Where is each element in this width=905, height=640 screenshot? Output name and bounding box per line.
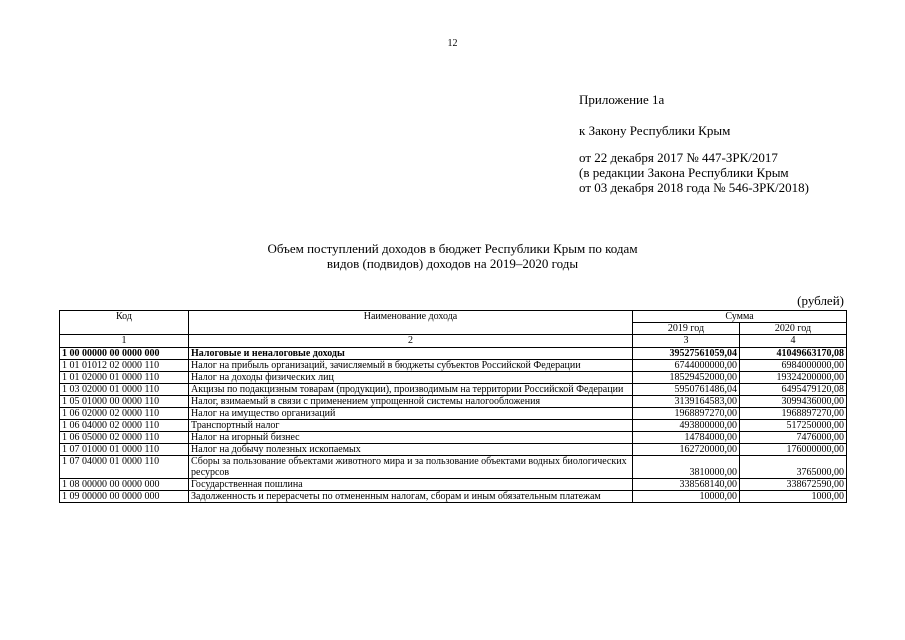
row-amount-2019: 10000,00	[633, 491, 740, 503]
row-amount-2020: 7476000,00	[740, 432, 847, 444]
header-code: Код	[60, 311, 189, 335]
column-number: 1	[60, 335, 189, 348]
appendix-header	[579, 92, 809, 195]
table-row	[60, 432, 847, 444]
row-name: Задолженность и перерасчеты по отмененным налогам, сборам и иным обязательным платежам	[189, 491, 633, 503]
row-amount-2019: 6744000000,00	[633, 360, 740, 372]
document-title-line-2: видов (подвидов) доходов на 2019–2020 годы	[326, 256, 579, 271]
table-row	[60, 444, 847, 456]
page-number: 12	[447, 38, 458, 49]
column-number: 4	[740, 335, 847, 348]
row-code: 1 00 00000 00 0000 000	[60, 348, 189, 360]
header-year-2019: 2019 год	[633, 323, 740, 335]
header-sum: Сумма	[633, 311, 847, 323]
row-name: Транспортный налог	[189, 420, 633, 432]
appendix-edition-line-2: от 03 декабря 2018 года № 546-ЗРК/2018)	[579, 180, 809, 195]
row-name: Сборы за пользование объектами животного мира и за пользование объектами водных биологических ресурсов	[189, 456, 633, 479]
row-name: Налоговые и неналоговые доходы	[189, 348, 633, 360]
row-name: Налог на доходы физических лиц	[189, 372, 633, 384]
row-amount-2020: 19324200000,00	[740, 372, 847, 384]
row-code: 1 03 02000 01 0000 110	[60, 384, 189, 396]
row-amount-2020: 1000,00	[740, 491, 847, 503]
row-amount-2020: 176000000,00	[740, 444, 847, 456]
row-amount-2020: 6984000000,00	[740, 360, 847, 372]
row-amount-2020: 1968897270,00	[740, 408, 847, 420]
row-amount-2020: 338672590,00	[740, 479, 847, 491]
row-amount-2019: 18529452000,00	[633, 372, 740, 384]
document-title	[0, 241, 905, 271]
row-code: 1 06 05000 02 0000 110	[60, 432, 189, 444]
row-amount-2019: 1968897270,00	[633, 408, 740, 420]
row-amount-2019: 3139164583,00	[633, 396, 740, 408]
appendix-date-line: от 22 декабря 2017 № 447-ЗРК/2017	[579, 150, 778, 165]
row-amount-2020: 3765000,00	[740, 456, 847, 479]
revenue-table	[59, 310, 847, 503]
row-amount-2020: 3099436000,00	[740, 396, 847, 408]
table-row	[60, 479, 847, 491]
table-row	[60, 360, 847, 372]
appendix-law-ref: к Закону Республики Крым	[579, 123, 731, 138]
row-name: Налог на имущество организаций	[189, 408, 633, 420]
row-amount-2020: 517250000,00	[740, 420, 847, 432]
header-name: Наименование дохода	[189, 311, 633, 335]
table-row	[60, 408, 847, 420]
appendix-edition-line-1: (в редакции Закона Республики Крым	[579, 165, 789, 180]
column-numbers-row	[60, 335, 847, 348]
row-amount-2019: 3810000,00	[633, 456, 740, 479]
row-code: 1 01 02000 01 0000 110	[60, 372, 189, 384]
row-code: 1 09 00000 00 0000 000	[60, 491, 189, 503]
row-name: Налог на прибыль организаций, зачисляемый в бюджеты субъектов Российской Федерации	[189, 360, 633, 372]
row-amount-2019: 39527561059,04	[633, 348, 740, 360]
column-number: 2	[189, 335, 633, 348]
row-code: 1 07 01000 01 0000 110	[60, 444, 189, 456]
row-amount-2019: 5950761486,04	[633, 384, 740, 396]
row-code: 1 01 01012 02 0000 110	[60, 360, 189, 372]
row-name: Государственная пошлина	[189, 479, 633, 491]
column-number: 3	[633, 335, 740, 348]
row-amount-2019: 162720000,00	[633, 444, 740, 456]
row-amount-2020: 6495479120,08	[740, 384, 847, 396]
appendix-title: Приложение 1а	[579, 92, 665, 107]
row-amount-2019: 338568140,00	[633, 479, 740, 491]
row-code: 1 07 04000 01 0000 110	[60, 456, 189, 479]
row-name: Акцизы по подакцизным товарам (продукции), производимым на территории Российской Федерации	[189, 384, 633, 396]
table-row	[60, 372, 847, 384]
header-row	[60, 311, 847, 323]
document-title-line-1: Объем поступлений доходов в бюджет Республики Крым по кодам	[267, 241, 638, 256]
table-row	[60, 384, 847, 396]
units-label: (рублей)	[797, 293, 844, 308]
row-code: 1 06 02000 02 0000 110	[60, 408, 189, 420]
table-row	[60, 348, 847, 360]
row-name: Налог, взимаемый в связи с применением упрощенной системы налогообложения	[189, 396, 633, 408]
table-row	[60, 396, 847, 408]
row-code: 1 08 00000 00 0000 000	[60, 479, 189, 491]
row-code: 1 05 01000 00 0000 110	[60, 396, 189, 408]
header-year-2020: 2020 год	[740, 323, 847, 335]
row-amount-2019: 493800000,00	[633, 420, 740, 432]
table-row	[60, 420, 847, 432]
row-code: 1 06 04000 02 0000 110	[60, 420, 189, 432]
row-amount-2019: 14784000,00	[633, 432, 740, 444]
row-name: Налог на игорный бизнес	[189, 432, 633, 444]
row-name: Налог на добычу полезных ископаемых	[189, 444, 633, 456]
table-row	[60, 456, 847, 479]
row-amount-2020: 41049663170,08	[740, 348, 847, 360]
table-row	[60, 491, 847, 503]
